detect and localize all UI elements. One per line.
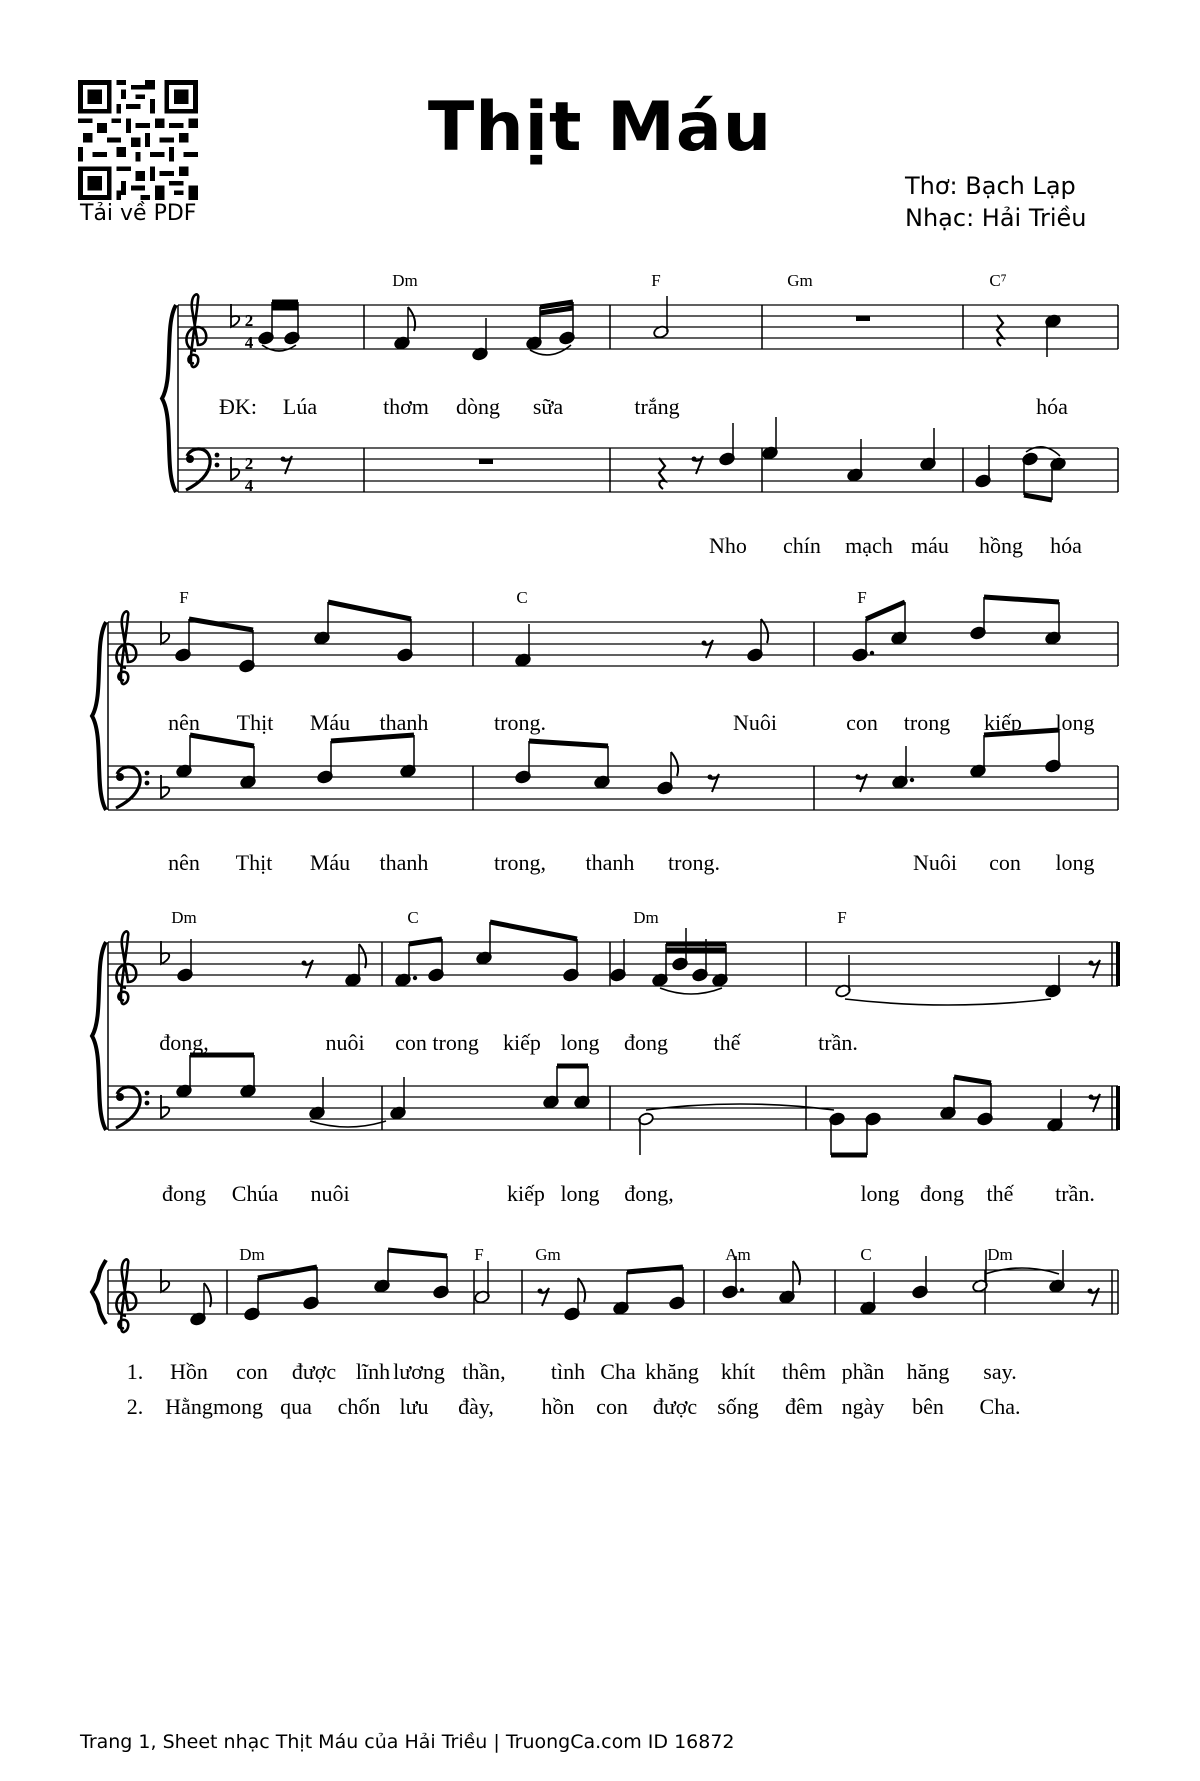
lyric-verse1: 1.: [126, 1359, 144, 1384]
chord-symbol: F: [474, 1245, 484, 1264]
lyric-treble: thơm: [383, 394, 429, 419]
lyric-bass: thế: [986, 1181, 1014, 1206]
note: [829, 1112, 846, 1155]
beam: [1024, 495, 1052, 500]
lyric-treble: ĐK:: [219, 394, 257, 419]
beam: [529, 741, 608, 746]
lyric-bass: đong,: [624, 1181, 674, 1206]
note: [526, 307, 543, 350]
brace: [162, 305, 176, 492]
lyric-verse1: say.: [983, 1359, 1017, 1384]
beam: [984, 597, 1059, 602]
page-footer: Trang 1, Sheet nhạc Thịt Máu của Hải Triều | TruongCa.com ID 16872: [80, 1731, 735, 1753]
lyric-bass: trong.: [668, 850, 720, 875]
quarter-rest-icon: [997, 315, 1003, 346]
note: [652, 944, 669, 987]
beam: [190, 735, 254, 746]
note: [240, 1055, 257, 1098]
lyric-verse1: thêm: [782, 1359, 826, 1384]
chord-symbol: Dm: [171, 908, 197, 927]
lyric-verse2: Cha.: [979, 1394, 1021, 1419]
note: [912, 1256, 929, 1299]
beam: [409, 939, 442, 944]
lyric-treble: trần.: [818, 1030, 858, 1055]
dot: [910, 778, 914, 782]
lyric-treble: dòng: [456, 394, 500, 419]
flat-icon: [231, 457, 239, 480]
chord-symbol: F: [179, 588, 189, 607]
lyric-treble: Lúa: [282, 394, 318, 419]
flat-icon: [161, 1095, 169, 1118]
lyric-verse2: Hằng: [165, 1394, 213, 1419]
note: [610, 939, 627, 982]
lyric-treble: trong: [903, 710, 951, 735]
note: [847, 439, 864, 482]
quarter-rest-icon: [659, 458, 665, 489]
lyric-treble: đong,: [159, 1030, 209, 1055]
lyric-bass: thanh: [585, 850, 635, 875]
lyric-verse2: được: [652, 1394, 698, 1419]
page-title: Thịt Máu: [427, 88, 773, 167]
beam: [490, 922, 577, 939]
note: [1045, 314, 1062, 357]
lyric-verse1: khít: [720, 1359, 756, 1384]
lyric-treble: con trong: [395, 1030, 479, 1055]
lyric-verse1: tình: [550, 1359, 586, 1384]
lyric-verse2: 2.: [126, 1394, 144, 1419]
lyric-verse2: sống: [717, 1394, 759, 1419]
lyric-treble: sữa: [532, 394, 564, 419]
bass-clef-dot: [145, 781, 150, 786]
whole-rest-icon: [479, 459, 493, 464]
note: [515, 624, 532, 667]
lyric-verse1: thần,: [462, 1359, 506, 1384]
eighth-rest-dot: [1089, 961, 1094, 966]
lyric-verse2: lưu: [399, 1394, 429, 1419]
chord-symbol: F: [857, 588, 867, 607]
note: [1050, 457, 1067, 500]
chord-symbol: Gm: [535, 1245, 561, 1264]
lyric-bass: máu: [911, 533, 949, 558]
note: [258, 302, 275, 345]
lyric-verse1: lương: [393, 1359, 445, 1384]
lyric-verse2: con: [596, 1394, 628, 1419]
lyric-bass: trần.: [1055, 1181, 1095, 1206]
bass-clef-dot: [215, 453, 220, 458]
time-signature-bottom: 4: [244, 476, 254, 495]
chord-symbol: F: [837, 908, 847, 927]
composer-credit: Nhạc: Hải Triều: [905, 204, 1087, 232]
slur: [310, 1121, 386, 1127]
eighth-rest-dot: [281, 457, 286, 462]
lyric-bass: long: [1055, 850, 1095, 875]
eighth-rest-dot: [702, 641, 707, 646]
bass-clef-dot: [186, 455, 194, 463]
note: [574, 1066, 591, 1109]
note: [1022, 452, 1039, 495]
lyric-verse1: Cha: [600, 1359, 636, 1384]
lyric-treble: Nuôi: [733, 710, 777, 735]
note: [719, 423, 736, 466]
chord-symbol: Am: [725, 1245, 751, 1264]
lyric-treble: con: [846, 710, 878, 735]
lyric-bass: đong: [162, 1181, 206, 1206]
note: [190, 1283, 211, 1326]
chord-symbol: Dm: [392, 271, 418, 290]
lyric-verse2: bên: [912, 1394, 944, 1419]
brace: [92, 942, 106, 1130]
note: [920, 428, 937, 471]
note: [975, 445, 992, 488]
bass-clef-dot: [145, 1091, 150, 1096]
note: [176, 1055, 193, 1098]
beam: [627, 1267, 683, 1272]
note: [176, 735, 193, 778]
beam: [866, 602, 905, 619]
slur: [660, 988, 722, 994]
lyric-verse1: hăng: [906, 1359, 950, 1384]
eighth-rest-dot: [1089, 1095, 1094, 1100]
beam: [388, 1250, 447, 1256]
flat-icon: [161, 775, 169, 798]
note: [472, 318, 489, 361]
lyric-bass: nên: [168, 850, 200, 875]
note: [594, 746, 611, 789]
download-pdf-label[interactable]: Tải về PDF: [80, 201, 197, 226]
staff: [108, 1086, 1118, 1130]
lyric-bass: đong: [920, 1181, 964, 1206]
time-signature-bottom: 4: [244, 333, 254, 352]
lyric-treble: trong.: [494, 710, 546, 735]
bass-clef-dot: [116, 1093, 124, 1101]
lyric-treble: kiếp: [984, 710, 1022, 735]
eighth-rest-dot: [708, 775, 713, 780]
note: [613, 1272, 630, 1315]
note: [669, 1267, 686, 1310]
lyric-verse2: chốn: [337, 1394, 381, 1419]
lyric-bass: Máu: [309, 850, 351, 875]
note: [1045, 955, 1062, 998]
note: [428, 939, 445, 982]
time-signature-top: 2: [244, 311, 254, 330]
lyric-bass: Thịt: [235, 850, 273, 875]
slur: [845, 999, 1051, 1005]
chord-symbol: Dm: [987, 1245, 1013, 1264]
note: [970, 735, 987, 778]
note: [474, 1261, 491, 1304]
lyric-treble: nên: [168, 710, 200, 735]
note: [835, 955, 852, 998]
note: [395, 944, 417, 987]
chord-symbol: Dm: [239, 1245, 265, 1264]
staff: [178, 305, 1118, 349]
lyric-treble: long: [560, 1030, 600, 1055]
eighth-rest-dot: [856, 775, 861, 780]
note: [892, 746, 914, 789]
note: [433, 1256, 450, 1299]
eighth-rest-dot: [692, 457, 697, 462]
beam: [258, 1267, 317, 1278]
staff: [108, 622, 1118, 666]
lyric-treble: đong: [624, 1030, 668, 1055]
note: [374, 1250, 391, 1293]
beam: [328, 602, 411, 619]
eighth-rest-dot: [302, 961, 307, 966]
chord-symbol: Gm: [787, 271, 813, 290]
note: [390, 1077, 407, 1120]
lyric-bass: mạch: [845, 533, 893, 558]
lyric-bass: thanh: [379, 850, 429, 875]
lyric-treble: hóa: [1036, 394, 1068, 419]
lyric-bass: Nho: [709, 533, 747, 558]
note: [240, 746, 257, 789]
chord-symbol: C: [407, 908, 419, 927]
slur: [985, 1268, 1059, 1274]
lyric-bass: kiếp: [507, 1181, 545, 1206]
lyric-treble: nuôi: [325, 1030, 365, 1055]
note: [345, 944, 366, 987]
brace: [92, 622, 106, 810]
beam: [954, 1077, 991, 1083]
note: [543, 1066, 560, 1109]
beam: [331, 735, 414, 741]
lyric-bass: hóa: [1050, 533, 1082, 558]
lyric-bass: long: [560, 1181, 600, 1206]
time-signature-top: 2: [244, 454, 254, 473]
note: [970, 597, 987, 640]
note: [177, 939, 194, 982]
poet-credit: Thơ: Bạch Lạp: [905, 172, 1076, 200]
note: [1045, 602, 1062, 645]
note: [309, 1077, 326, 1120]
bass-clef-dot: [215, 463, 220, 468]
note: [397, 619, 414, 662]
lyric-verse1: Hồn: [170, 1359, 208, 1384]
dot: [870, 651, 874, 655]
lyric-verse2: đêm: [785, 1394, 823, 1419]
lyric-treble: long: [1055, 710, 1095, 735]
chord-symbol: C: [516, 588, 528, 607]
lyric-verse2: ngày: [841, 1394, 885, 1419]
chord-symbol: F: [651, 271, 661, 290]
dot: [740, 1288, 744, 1292]
note: [1045, 730, 1062, 773]
flag: [671, 752, 678, 776]
lyric-verse1: khăng: [645, 1359, 699, 1384]
note: [317, 741, 334, 784]
note: [314, 602, 331, 645]
note: [653, 296, 670, 339]
lyric-verse2: đày,: [458, 1394, 494, 1419]
bass-clef-dot: [145, 1101, 150, 1106]
lyric-verse2: hồn: [541, 1394, 575, 1419]
note: [239, 630, 256, 673]
note: [762, 417, 779, 460]
lyric-bass: con: [989, 850, 1021, 875]
note: [1047, 1089, 1064, 1132]
note: [394, 307, 415, 350]
lyric-bass: hồng: [979, 533, 1023, 558]
eighth-rest-dot: [538, 1289, 543, 1294]
note: [175, 619, 192, 662]
beam: [189, 619, 253, 630]
lyric-verse1: lĩnh: [355, 1359, 391, 1384]
lyric-treble: kiếp: [503, 1030, 541, 1055]
lyric-bass: nuôi: [310, 1181, 350, 1206]
note: [865, 1112, 882, 1155]
brace: [92, 1260, 106, 1324]
staff: [108, 766, 1118, 810]
bass-clef-dot: [145, 771, 150, 776]
lyric-verse2: qua: [280, 1394, 312, 1419]
lyric-treble: Thịt: [236, 710, 274, 735]
bass-clef-dot: [116, 773, 124, 781]
note: [563, 939, 580, 982]
dot: [413, 976, 417, 980]
whole-rest-icon: [856, 316, 870, 321]
note: [779, 1261, 800, 1304]
lyric-verse1: con: [236, 1359, 268, 1384]
eighth-rest-dot: [1088, 1289, 1093, 1294]
note: [860, 1272, 877, 1315]
lyric-verse2: mong: [212, 1394, 264, 1419]
lyric-treble: trắng: [634, 394, 680, 419]
note: [515, 741, 532, 784]
lyric-bass: long: [860, 1181, 900, 1206]
lyric-bass: Nuôi: [913, 850, 957, 875]
note: [303, 1267, 320, 1310]
lyric-treble: Máu: [309, 710, 351, 735]
slur: [262, 345, 296, 351]
lyric-treble: thế: [713, 1030, 741, 1055]
note: [940, 1077, 957, 1120]
chord-symbol: Dm: [633, 908, 659, 927]
note: [476, 922, 493, 965]
note: [972, 1250, 989, 1293]
note: [244, 1278, 261, 1321]
note: [400, 735, 417, 778]
lyric-verse1: được: [291, 1359, 337, 1384]
lyric-verse1: phần: [841, 1359, 885, 1384]
note: [977, 1083, 994, 1126]
lyric-bass: chín: [783, 533, 821, 558]
lyric-treble: thanh: [379, 710, 429, 735]
chord-symbol: C: [860, 1245, 872, 1264]
lyric-bass: trong,: [494, 850, 546, 875]
lyric-bass: Chúa: [231, 1181, 279, 1206]
chord-symbol: C⁷: [989, 271, 1007, 290]
